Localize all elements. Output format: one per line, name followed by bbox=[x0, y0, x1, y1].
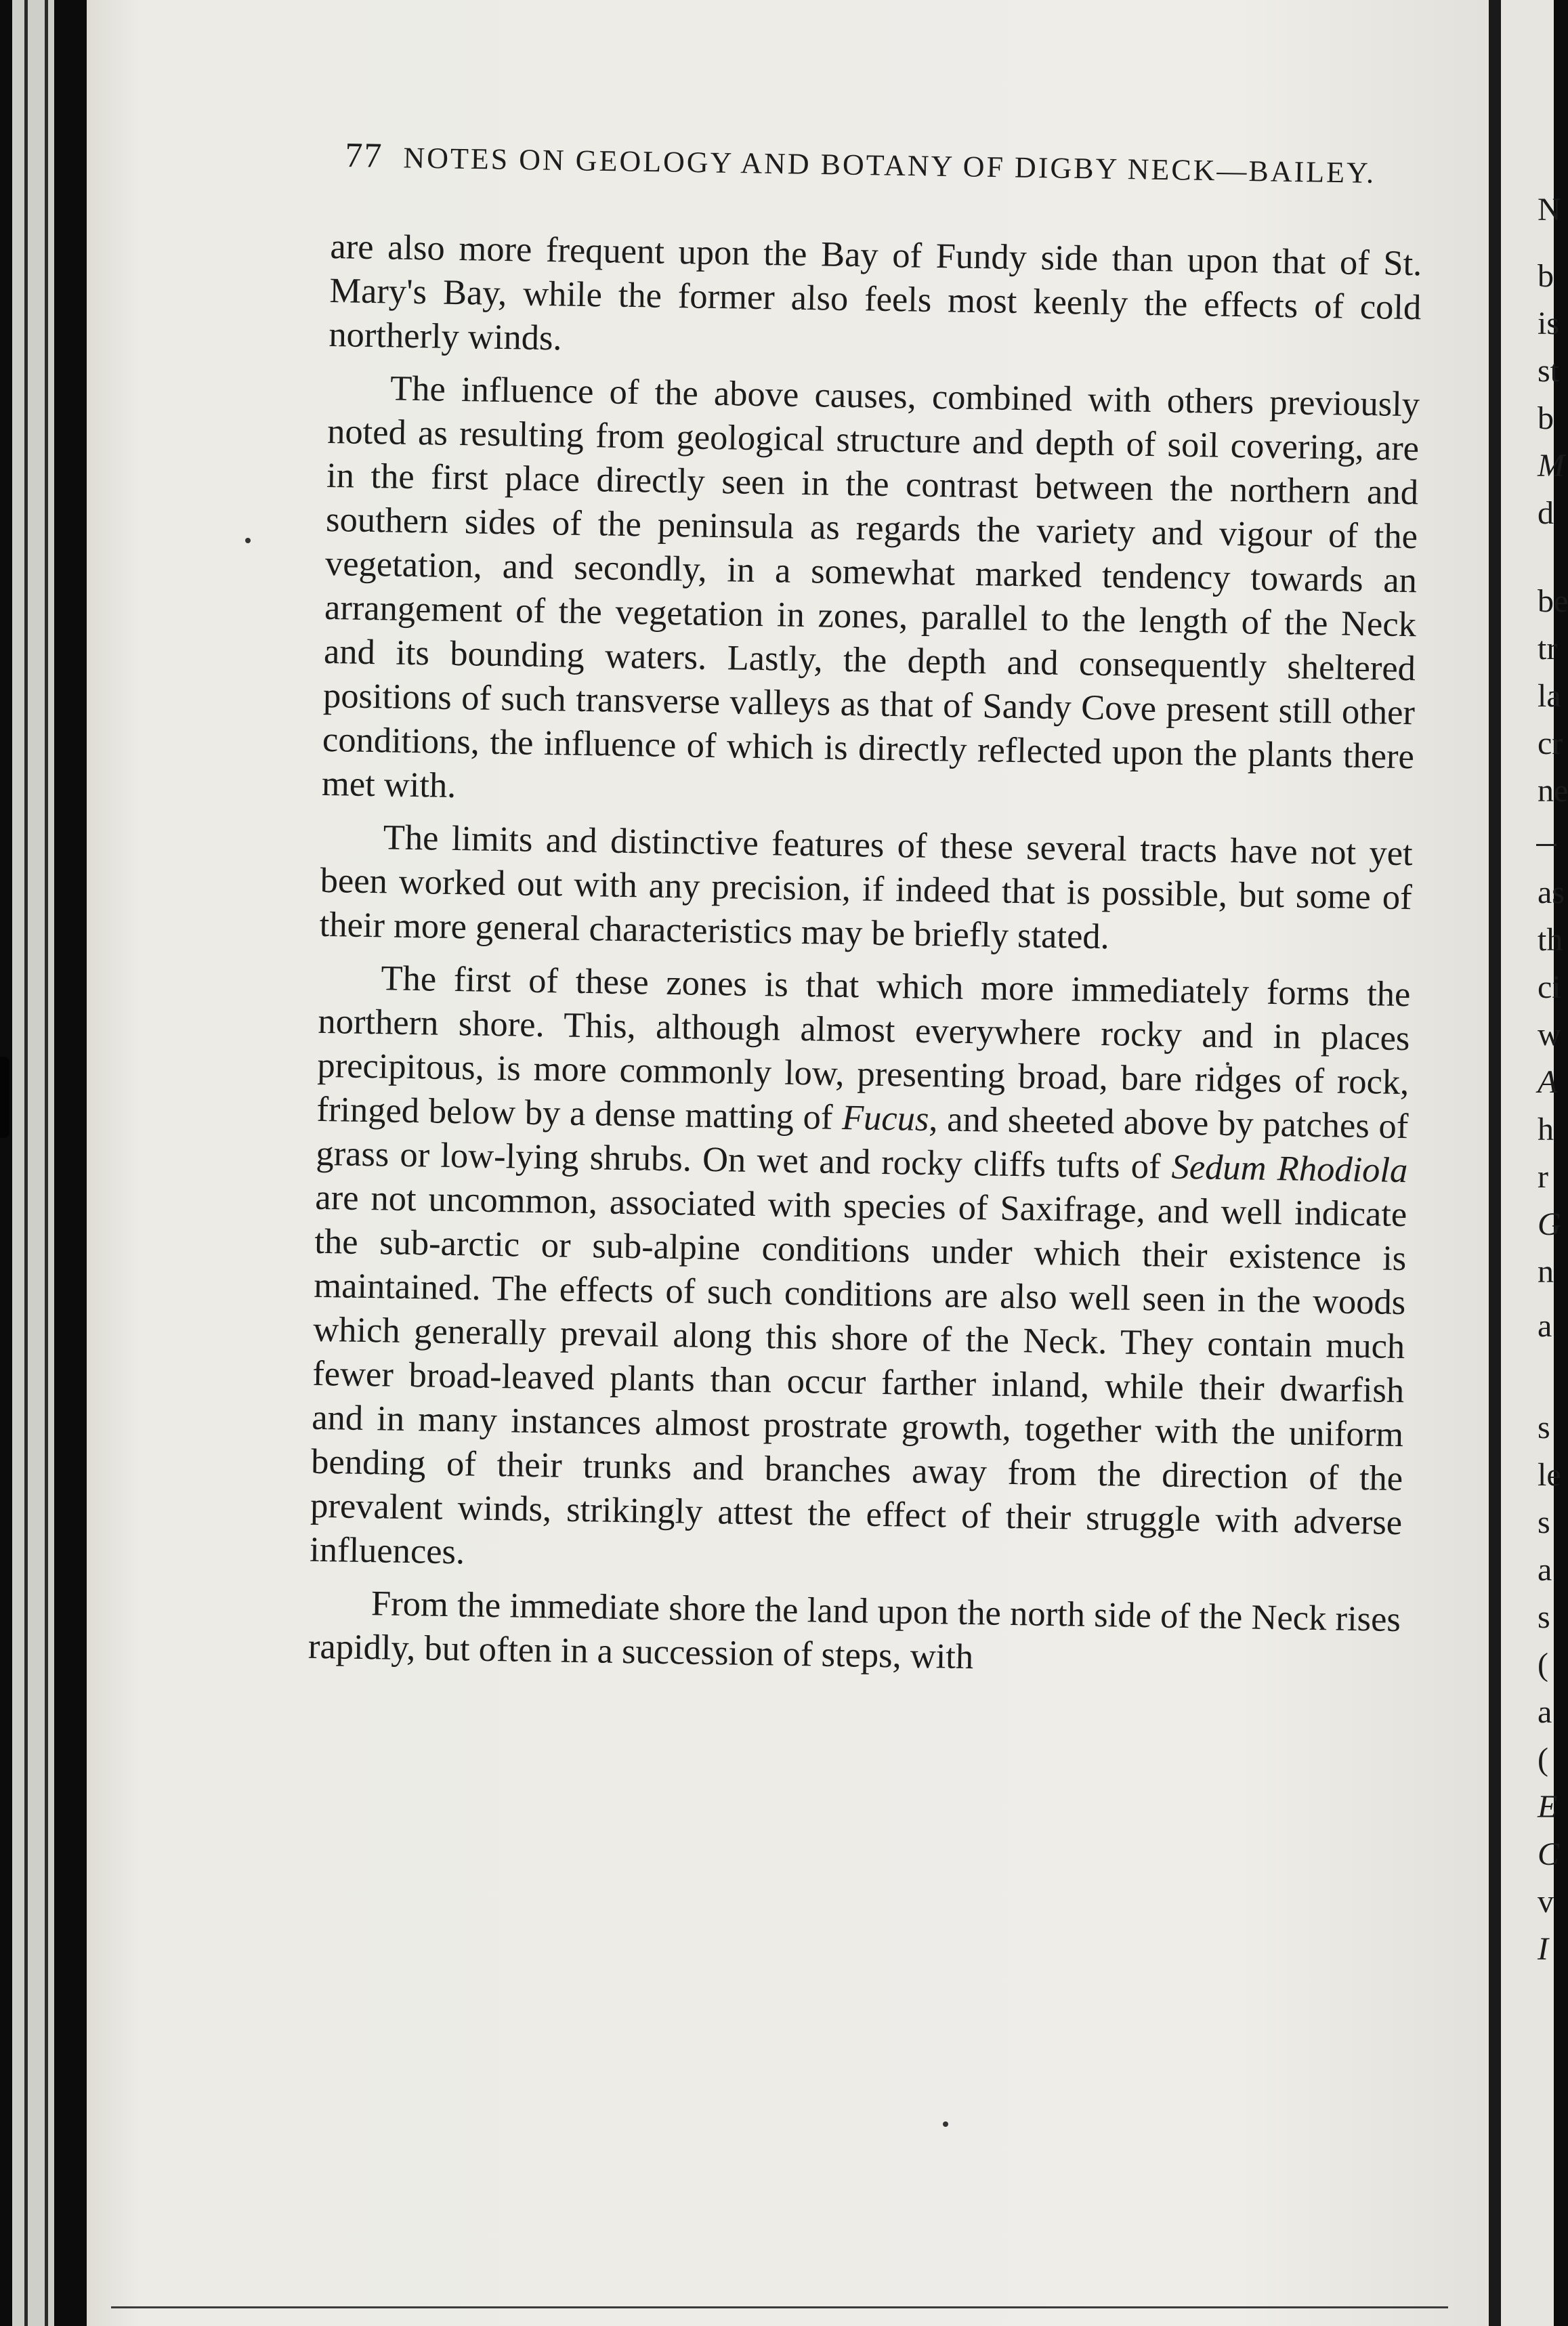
facing-page-fragment: as bbox=[1538, 874, 1565, 910]
facing-page-fragment: G bbox=[1538, 1206, 1561, 1242]
facing-page-fragment: le bbox=[1538, 1457, 1561, 1493]
facing-page-fragment: st bbox=[1538, 353, 1560, 389]
paragraph: The limits and distinctive features of these several tracts have not yet been worked out with any precision, if indeed that is possible, but some of their more general characteristics may be briefly stated. bbox=[319, 818, 1414, 957]
facing-page-fragment: s bbox=[1538, 1599, 1550, 1635]
facing-page-fragment: ci bbox=[1538, 969, 1561, 1005]
paragraph-text: , and sheeted above by patches of grass or low-lying shrubs. On wet and rocky cliffs tufts of bbox=[316, 1099, 1409, 1187]
ink-speck bbox=[943, 2121, 948, 2127]
paragraph-text: The first of these zones is that which more immediately forms the northern shore. This, although almost everywhere rocky and in places precipitous, is more commonly low, presenting broad, bare ridges of rock, fringed below by a dense matting of bbox=[316, 958, 1411, 1138]
page-bottom-rule bbox=[111, 2306, 1448, 2308]
paragraph-text: are not uncommon, associated with species of Saxifrage, and well indicate the sub-arctic or sub-alpine conditions under which their existence is maintained. The effects of such conditions are also well seen in the woods which generally prevail along this shore of the Neck. They contain much fewer broad-leaved plants than occur farther inland, while their dwarfish and in many instances almost prostrate growth, together with the uniform bending of their trunks and branches away from the direction of the prevalent winds, strikingly attest the effect of their struggle with adverse influences. bbox=[309, 1177, 1407, 1572]
facing-page-fragment: A bbox=[1538, 1064, 1558, 1100]
facing-page-fragment: I bbox=[1538, 1931, 1548, 1967]
taxon-name: Fucus bbox=[841, 1098, 929, 1139]
facing-page-fragment: th bbox=[1538, 922, 1563, 958]
ink-speck bbox=[245, 538, 251, 543]
binding-gutter bbox=[1489, 0, 1501, 2326]
facing-page-fragment: s bbox=[1538, 1504, 1550, 1540]
facing-page-fragment: is bbox=[1538, 305, 1560, 341]
facing-page-fragment: w bbox=[1538, 1017, 1561, 1053]
facing-page-fragment: a bbox=[1538, 1308, 1552, 1344]
page-number: 77 bbox=[345, 135, 383, 175]
paragraph: are also more frequent upon the Bay of Fundy side than upon that of St. Mary's Bay, while the former also feels most keenly the effects of cold northerly winds. bbox=[328, 226, 1422, 358]
paragraph bbox=[310, 956, 1411, 1589]
facing-page-fragment: la bbox=[1538, 678, 1561, 714]
facing-page-fragment: cr bbox=[1538, 725, 1563, 761]
running-title: NOTES ON GEOLOGY AND BOTANY OF DIGBY NECK—BAILEY. bbox=[403, 141, 1376, 190]
body-text bbox=[308, 225, 1422, 1695]
facing-page-fragment: d bbox=[1538, 495, 1554, 531]
facing-page-fragment: n bbox=[1538, 1254, 1554, 1290]
facing-page-fragment: C bbox=[1538, 1836, 1560, 1872]
facing-page-fragment: b bbox=[1538, 258, 1554, 294]
facing-page-fragment: be bbox=[1538, 583, 1568, 619]
paragraph: From the immediate shore the land upon the north side of the Neck rises rapidly, but often in a succession of steps, with bbox=[308, 1584, 1401, 1677]
facing-page-fragment: M bbox=[1538, 448, 1565, 484]
facing-page-fragment: r bbox=[1538, 1159, 1548, 1195]
facing-page-fragment: a bbox=[1538, 1552, 1552, 1588]
paragraph: The influence of the above causes, combined with others previously noted as resulting from geological structure and depth of soil covering, are in the first place directly seen in the contrast between the northern and southern sides of the peninsula as regards the variety and vigour of the vegetation, and secondly, in a somewhat marked tendency towards an arrangement of the vegetation in zones, parallel to the length of the Neck and its bounding waters. Lastly, the depth and consequently sheltered positions of such transverse valleys as that of Sandy Cove present still other conditions, the influence of which is directly reflected upon the plants there met with. bbox=[321, 368, 1420, 806]
facing-page-rule bbox=[1536, 844, 1556, 846]
facing-page-fragment: v bbox=[1538, 1884, 1554, 1920]
facing-page-fragment: ( bbox=[1538, 1647, 1548, 1683]
facing-page-fragment: ne bbox=[1538, 773, 1568, 809]
facing-page-fragment: tr bbox=[1538, 631, 1558, 667]
facing-page-fragment: h bbox=[1538, 1112, 1554, 1147]
facing-page-fragment: N bbox=[1538, 192, 1561, 228]
taxon-name: Sedum Rhodiola bbox=[1171, 1147, 1408, 1191]
facing-page-edge bbox=[1501, 0, 1568, 2326]
binding-notch bbox=[0, 1057, 9, 1138]
facing-page-fragment: E bbox=[1538, 1789, 1558, 1825]
frame-rule bbox=[24, 0, 28, 2326]
frame-rule bbox=[45, 0, 48, 2326]
facing-page-fragment: b bbox=[1538, 400, 1554, 436]
facing-page-fragment: ( bbox=[1538, 1741, 1548, 1777]
facing-page-fragment: a bbox=[1538, 1694, 1552, 1730]
facing-page-fragment: s bbox=[1538, 1410, 1550, 1445]
